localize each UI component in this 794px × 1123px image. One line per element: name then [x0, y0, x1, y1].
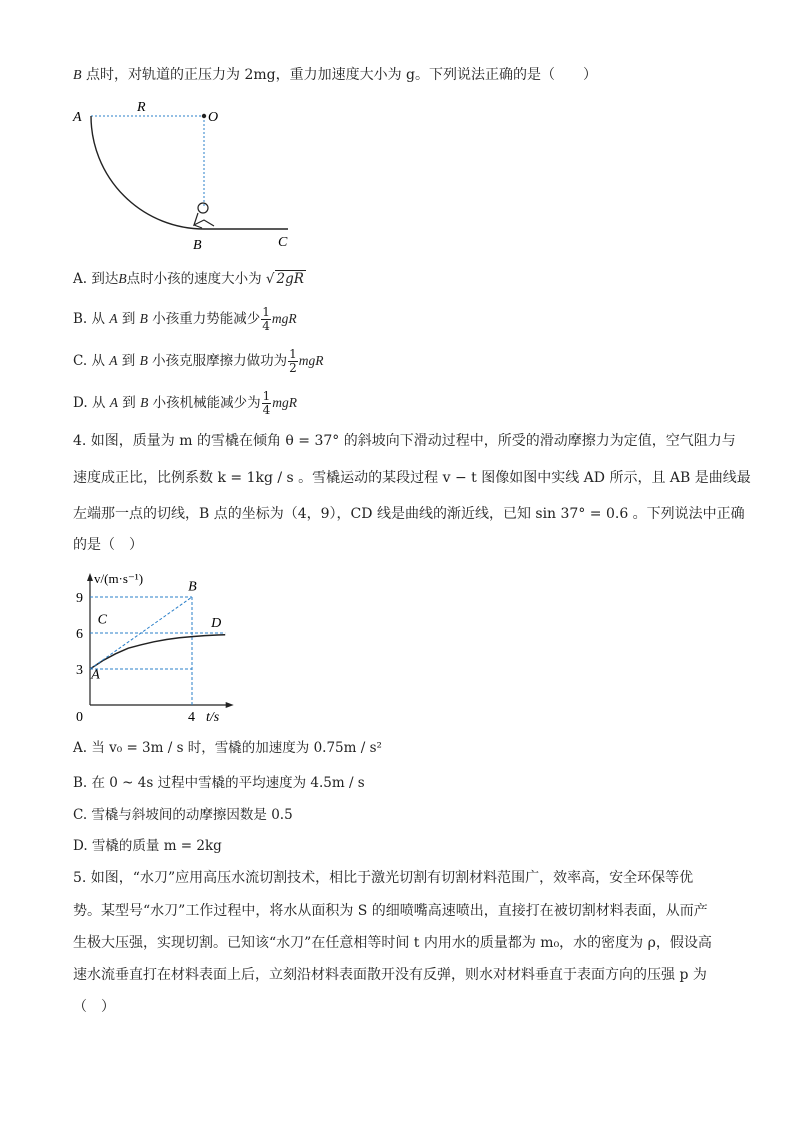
fraction: $\frac{1}{4}$: [262, 389, 271, 417]
point-label-D: D: [211, 616, 222, 631]
q3-option-c[interactable]: C. 从 A 到 B 小孩克服摩擦力做功为 $\frac{1}{2}$ mgR: [73, 347, 324, 375]
point-label-C: C: [97, 612, 107, 628]
chart-labels: [76, 571, 221, 725]
q5-line-1: 5. 如图，“水刀”应用高压水流切割技术，相比于激光切割有切割材料范围广，效率高，安全环保等优: [73, 870, 694, 886]
fraction: $\frac{1}{4}$: [262, 305, 270, 333]
y-tick-label-3: 3: [76, 663, 83, 678]
point-label-B: B: [188, 579, 197, 595]
q3-option-a[interactable]: A. 到达B点时小孩的速度大小为 √ 2gR: [73, 271, 304, 287]
q3-stem-point: B: [73, 68, 82, 83]
label-R: R: [137, 100, 146, 115]
label-A: A: [73, 110, 82, 125]
label-C: C: [278, 235, 288, 250]
q5-line-5: （ ）: [73, 999, 115, 1015]
x-tick-label-4: 4: [188, 710, 195, 725]
q3-figure: [70, 96, 300, 256]
label-O: O: [208, 110, 219, 125]
q4-vt-chart: [70, 563, 260, 728]
q4-option-c[interactable]: C. 雪橇与斜坡间的动摩擦因数是 0.5: [73, 807, 293, 823]
q4-line-1: 4. 如图，质量为 m 的雪橇在倾角 θ = 37° 的斜坡向下滑动过程中，所受的滑动摩擦力为定值，空气阻力与: [73, 433, 736, 449]
y-axis-label: v/(m·s⁻¹): [94, 571, 144, 586]
x-axis-arrow-icon: [226, 702, 234, 708]
q4-line-4: 的是（ ）: [73, 537, 143, 553]
sqrt-expression: √ 2gR: [265, 271, 304, 287]
chart-series: [90, 597, 225, 669]
series-ad: [90, 635, 225, 669]
x-axis-label: t/s: [206, 710, 220, 725]
q4-option-b[interactable]: B. 在 0 ~ 4s 过程中雪橇的平均速度为 4.5m / s: [73, 775, 365, 791]
center-point-O: [202, 114, 206, 118]
x-tick-label-0: 0: [76, 710, 83, 725]
q5-line-2: 势。某型号“水刀”工作过程中，将水从面积为 S 的细喷嘴高速喷出，直接打在被切割材料表面，从而产: [73, 903, 708, 919]
q5-line-3: 生极大压强，实现切割。已知该“水刀”在任意相等时间 t 内用水的质量都为 m₀，水的密度为 ρ，假设高: [73, 935, 712, 951]
y-tick-label-6: 6: [76, 627, 83, 642]
q4-option-a[interactable]: A. 当 v₀ = 3m / s 时，雪橇的加速度为 0.75m / s²: [73, 740, 382, 756]
q4-option-d[interactable]: D. 雪橇的质量 m = 2kg: [73, 838, 222, 854]
y-axis-arrow-icon: [87, 573, 93, 581]
label-B: B: [193, 238, 202, 253]
q3-option-d[interactable]: D. 从 A 到 B 小孩机械能减少为 $\frac{1}{4}$ mgR: [73, 389, 298, 417]
point-label-A: A: [91, 667, 100, 683]
q3-option-b[interactable]: B. 从 A 到 B 小孩重力势能减少 $\frac{1}{4}$ mgR: [73, 305, 297, 333]
fraction: $\frac{1}{2}$: [289, 347, 297, 375]
q4-line-3: 左端那一点的切线，B 点的坐标为（4，9），CD 线是曲线的渐近线，已知 sin 37° = 0.6 。下列说法中正确: [73, 506, 745, 522]
y-tick-label-9: 9: [76, 591, 83, 606]
quarter-arc-track: [91, 116, 204, 229]
q3-stem-text: 点时，对轨道的正压力为 2mg，重力加速度大小为 g。下列说法正确的是（ ）: [86, 67, 598, 83]
child-on-slide-icon: [194, 203, 214, 228]
q4-line-2: 速度成正比，比例系数 k = 1kg / s 。雪橇运动的某段过程 v − t 图像如图中实线 AD 所示，且 AB 是曲线最: [73, 470, 751, 486]
q3-stem: [73, 66, 597, 85]
q5-line-4: 速水流垂直打在材料表面上后，立刻沿材料表面散开没有反弹，则水对材料垂直于表面方向的压强 p 为: [73, 967, 707, 983]
